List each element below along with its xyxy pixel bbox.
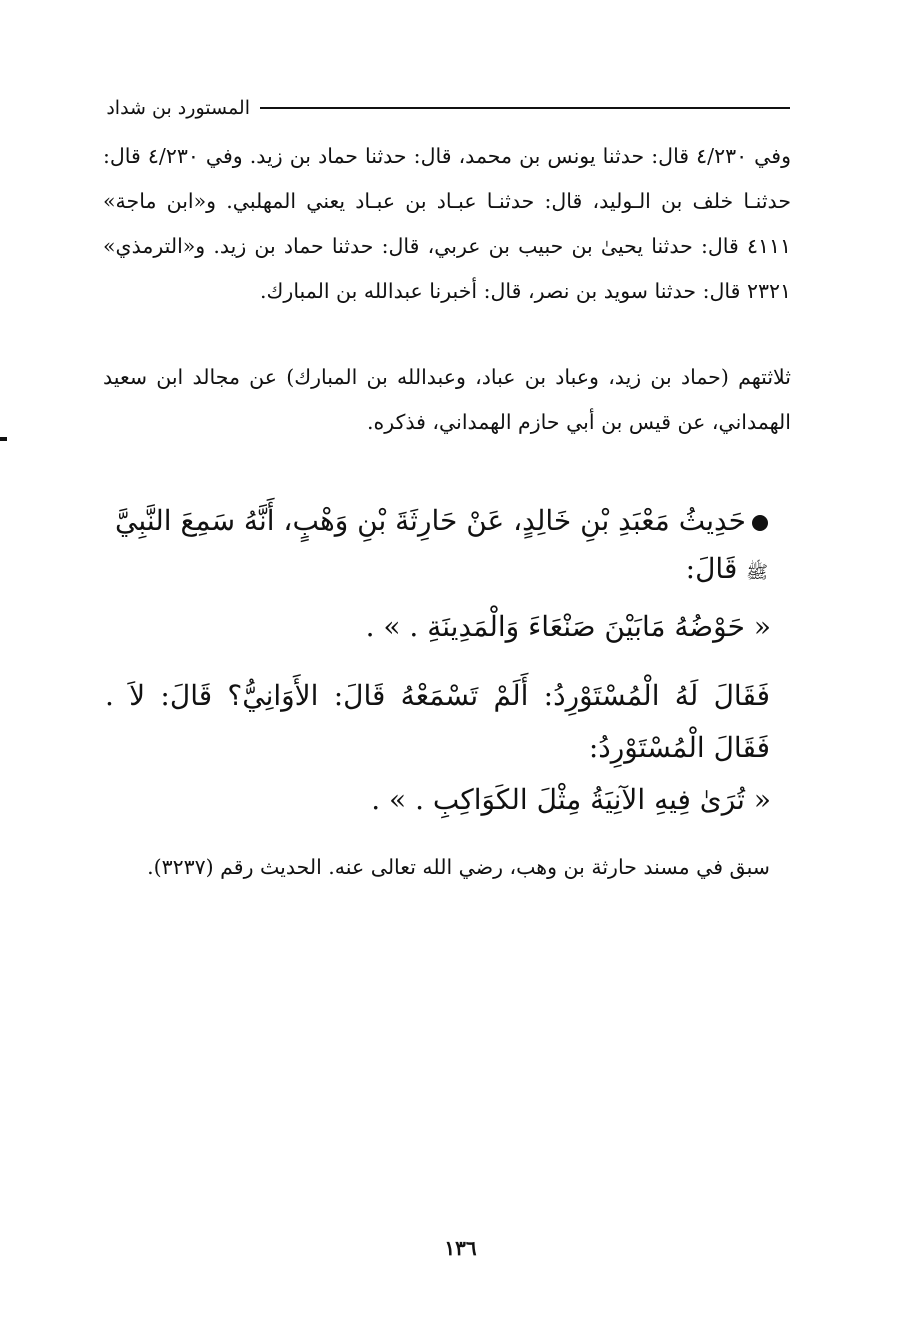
reference-note: سبق في مسند حارثة بن وهب، رضي الله تعالى عنه. الحديث رقم (٣٢٣٧).: [147, 855, 770, 879]
header-rule: [260, 107, 790, 109]
narrators-paragraph: ثلاثتهم (حماد بن زيد، وعباد بن عباد، وعبدالله بن المبارك) عن مجالد ابن سعيد الهمداني، عن قيس بن أبي حازم الهمداني، فذكره.: [103, 365, 791, 434]
hadith-intro: [100, 497, 768, 597]
hadith-intro-text: حَدِيثُ مَعْبَدِ بْنِ خَالِدٍ، عَنْ حَارِثَةَ بْنِ وَهْبٍ، أَنَّهُ سَمِعَ النَّبِيَّ: [115, 504, 746, 537]
hadith-qal: قَالَ:: [685, 552, 738, 585]
margin-mark: [0, 437, 7, 441]
page-number: ١٣٦: [444, 1236, 477, 1260]
running-header: [100, 97, 790, 127]
header-title: المستورد بن شداد: [106, 97, 250, 119]
hadith-dialogue: فَقَالَ لَهُ الْمُسْتَوْرِدُ: أَلَمْ تَسْمَعْهُ قَالَ: الأَوَانِيُّ؟ قَالَ: لاَ . فَقَالَ الْمُسْتَوْرِدُ:: [105, 679, 770, 764]
citation-paragraph: وفي ٤/٢٣٠ قال: حدثنا يونس بن محمد، قال: حدثنا حماد بن زيد. وفي ٤/٢٣٠ قال: حدثنـا خلف بن الـوليد، قال: حدثنـا عبـاد بن عبـاد يعني المهلبي. و«ابن ماجة» ٤١١١ قال: حدثنا يحيىٰ بن حبيب بن عربي، قال: حدثنا حماد بن زيد. و«الترمذي» ٢٣٢١ قال: حدثنا سويد بن نصر، قال: أخبرنا عبدالله بن المبارك.: [103, 144, 791, 303]
honorific-glyph: ﷺ: [746, 562, 768, 583]
bullet-icon: [752, 515, 768, 531]
hadith-quote-1: « حَوْضُهُ مَابَيْنَ صَنْعَاءَ وَالْمَدِينَةِ . » .: [365, 610, 771, 643]
hadith-quote-2: « تُرَىٰ فِيهِ الآنِيَةُ مِثْلَ الكَوَاكِبِ . » .: [371, 783, 771, 816]
